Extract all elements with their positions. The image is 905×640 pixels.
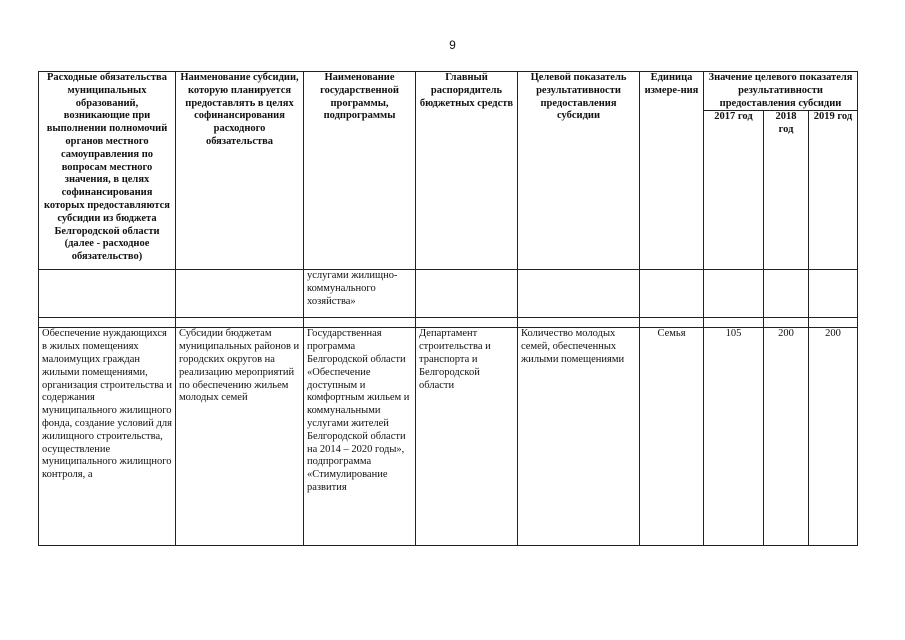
cell-empty: [704, 270, 764, 318]
cell-empty: [809, 270, 858, 318]
cell-unit: Семья: [640, 328, 704, 546]
header-obligations: Расходные обязательства муниципальных образований, возникающие при выполнении полномочий органов местного самоуправления по вопросам местного значения, в целях софинансирования которых предоставляются субсидии из бюджета Белгородской области (далее - расходное обязательство): [39, 72, 176, 270]
cell-value-2018: 200: [764, 328, 809, 546]
page-number: 9: [449, 38, 456, 52]
continuation-row: [39, 270, 858, 318]
cell-empty: [518, 270, 640, 318]
cell-empty: [764, 270, 809, 318]
subsidy-table: [38, 71, 858, 546]
cell-value-2017: 105: [704, 328, 764, 546]
header-year-2017: 2017 год: [704, 111, 764, 270]
header-main-manager: Главный распорядитель бюджетных средств: [416, 72, 518, 270]
cell-empty: [640, 270, 704, 318]
header-year-2019: 2019 год: [809, 111, 858, 270]
cell-program-continuation: услугами жилищно-коммунального хозяйства»: [304, 270, 416, 318]
header-target-indicator: Целевой показатель результативности предоставления субсидии: [518, 72, 640, 270]
cell-empty: [176, 270, 304, 318]
header-unit: Единица измере-ния: [640, 72, 704, 270]
header-year-2018: 2018 год: [764, 111, 809, 270]
cell-value-2019: 200: [809, 328, 858, 546]
header-row: [39, 72, 858, 111]
cell-indicator: Количество молодых семей, обеспеченных жилыми помещениями: [518, 328, 640, 546]
cell-empty: [416, 270, 518, 318]
cell-program: Государственная программа Белгородской области «Обеспечение доступным и комфортным жильем и коммунальными услугами жителей Белгородской области на 2014 – 2020 годы», подпрограмма «Стимулирование развития: [304, 328, 416, 546]
cell-obligation: Обеспечение нуждающихся в жилых помещениях малоимущих граждан жилыми помещениями, организация строительства и содержания муниципального жилищного фонда, создание условий для жилищного строительства, осуществление муниципального жилищного контроля, а: [39, 328, 176, 546]
table-row: [39, 328, 858, 546]
spacer-row: [39, 318, 858, 328]
header-program-name: Наименование государственной программы, подпрограммы: [304, 72, 416, 270]
header-target-value: Значение целевого показателя результативности предоставления субсидии: [704, 72, 858, 111]
header-subsidy-name: Наименование субсидии, которую планируется предоставлять в целях софинансирования расходного обязательства: [176, 72, 304, 270]
cell-empty: [39, 270, 176, 318]
cell-subsidy: Субсидии бюджетам муниципальных районов и городских округов на реализацию мероприятий по обеспечению жильем молодых семей: [176, 328, 304, 546]
cell-manager: Департамент строительства и транспорта и Белгородской области: [416, 328, 518, 546]
